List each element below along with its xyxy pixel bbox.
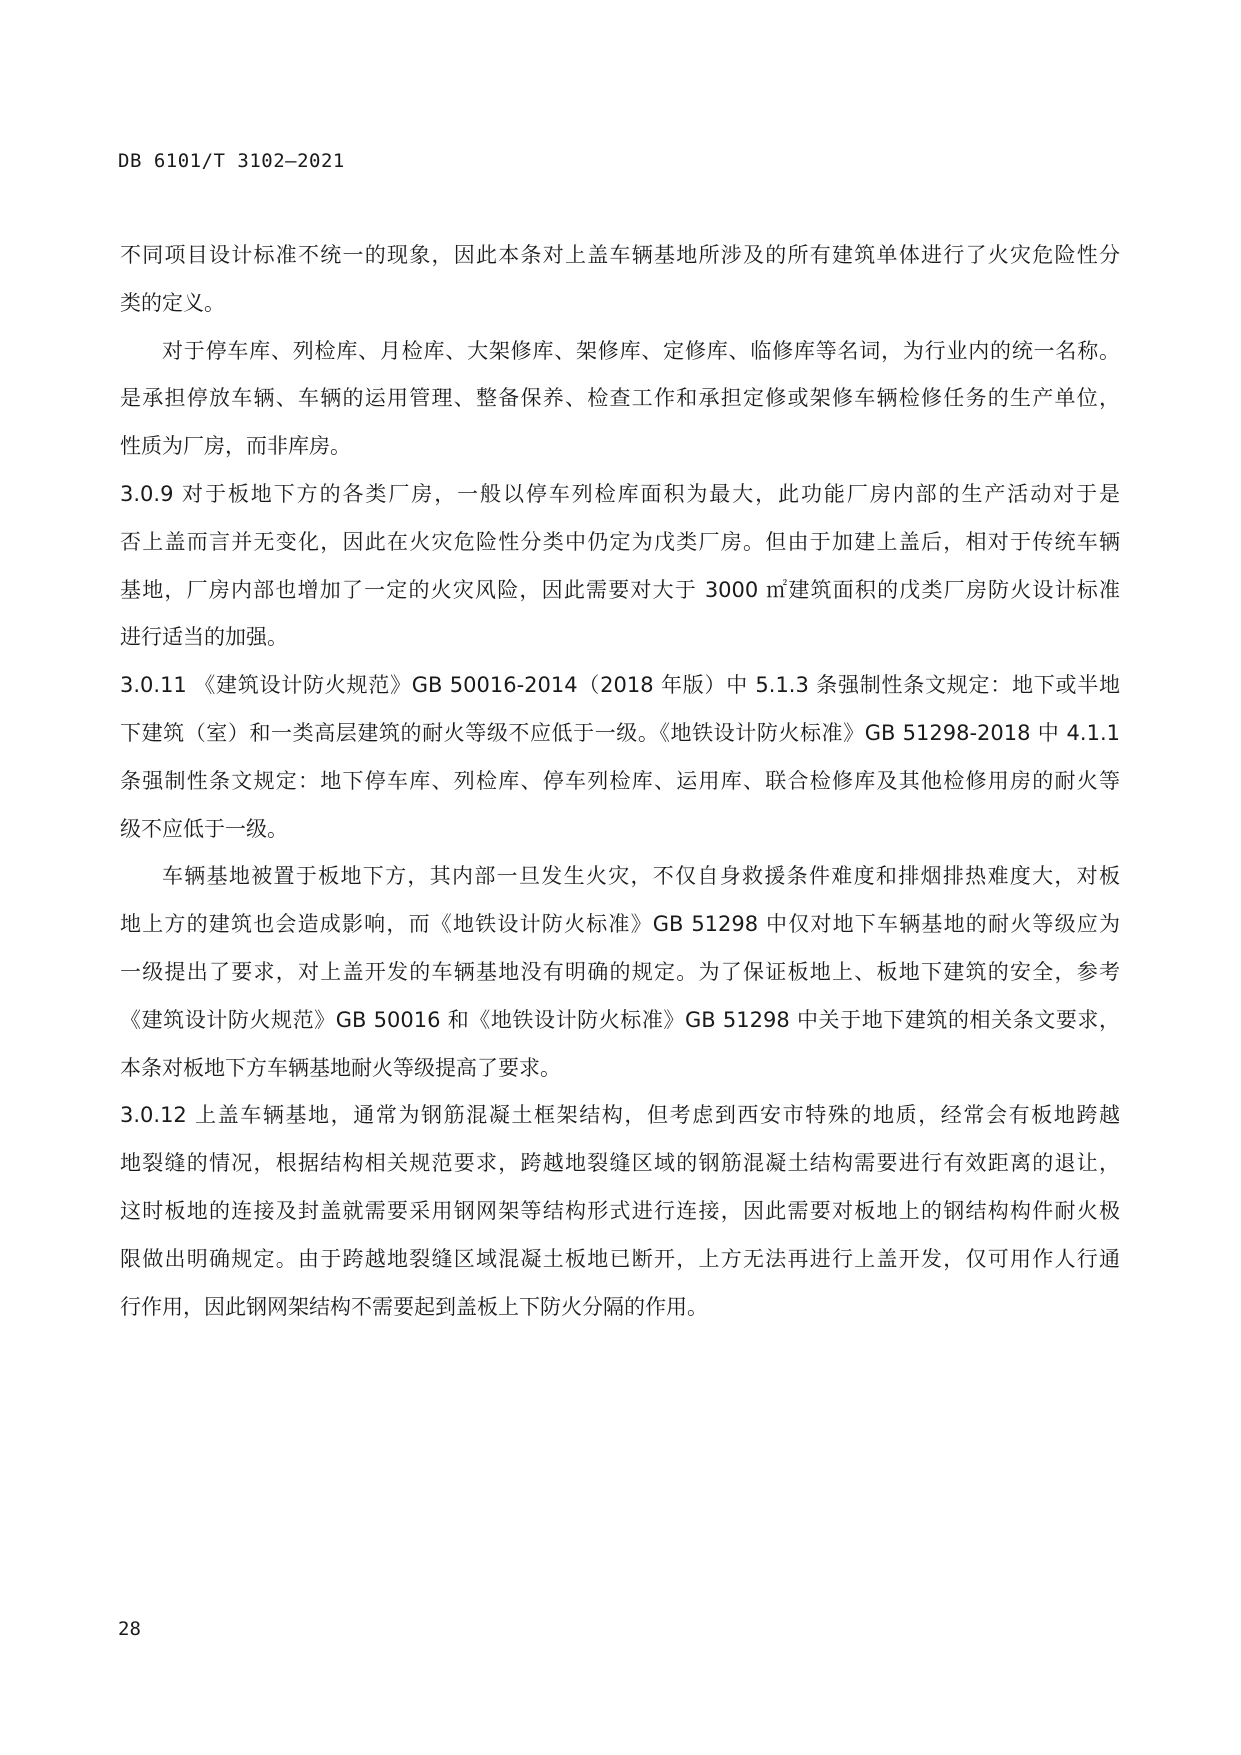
text-line: 《建筑设计防火规范》GB 50016 和《地铁设计防火标准》GB 51298 中关于地下建筑的相关条文要求， [120, 1007, 1120, 1032]
document-body [120, 232, 1120, 1331]
text-line: 进行适当的加强。 [120, 625, 288, 650]
text-line: 否上盖而言并无变化，因此在火灾危险性分类中仍定为戊类厂房。但由于加建上盖后，相对于传统车辆 [120, 529, 1120, 554]
text-line: 行作用，因此钢网架结构不需要起到盖板上下防火分隔的作用。 [120, 1294, 708, 1319]
text-line: 不同项目设计标准不统一的现象，因此本条对上盖车辆基地所涉及的所有建筑单体进行了火灾危险性分 [120, 243, 1120, 267]
text-line: 地裂缝的情况，根据结构相关规范要求，跨越地裂缝区域的钢筋混凝土结构需要进行有效距离的退让， [120, 1151, 1120, 1176]
document-header: DB 6101/T 3102—2021 [118, 150, 345, 172]
text-line: 对于停车库、列检库、月检库、大架修库、架修库、定修库、临修库等名词，为行业内的统一名称。 [162, 338, 1120, 363]
text-line: 车辆基地被置于板地下方，其内部一旦发生火灾，不仅自身救援条件难度和排烟排热难度大，对板 [162, 864, 1120, 889]
text-line: 3.0.11 《建筑设计防火规范》GB 50016-2014（2018 年版）中 5.1.3 条强制性条文规定：地下或半地 [120, 673, 1120, 698]
text-line: 3.0.9 对于板地下方的各类厂房，一般以停车列检库面积为最大，此功能厂房内部的生产活动对于是 [120, 481, 1120, 506]
text-line: 下建筑（室）和一类高层建筑的耐火等级不应低于一级。《地铁设计防火标准》GB 51298-2018 中 4.1.1 [120, 720, 1120, 745]
text-line: 基地，厂房内部也增加了一定的火灾风险，因此需要对大于 3000 ㎡建筑面积的戊类厂房防火设计标准 [120, 577, 1120, 602]
page-number: 28 [118, 1618, 141, 1640]
text-line: 级不应低于一级。 [120, 816, 288, 841]
text-line: 地上方的建筑也会造成影响，而《地铁设计防火标准》GB 51298 中仅对地下车辆基地的耐火等级应为 [120, 912, 1120, 937]
text-line: 限做出明确规定。由于跨越地裂缝区域混凝土板地已断开，上方无法再进行上盖开发，仅可用作人行通 [120, 1246, 1120, 1271]
text-line: 一级提出了要求，对上盖开发的车辆基地没有明确的规定。为了保证板地上、板地下建筑的安全，参考 [120, 959, 1120, 984]
text-line: 本条对板地下方车辆基地耐火等级提高了要求。 [120, 1055, 561, 1080]
text-line: 条强制性条文规定：地下停车库、列检库、停车列检库、运用库、联合检修库及其他检修用房的耐火等 [120, 768, 1120, 793]
text-line: 3.0.12 上盖车辆基地，通常为钢筋混凝土框架结构，但考虑到西安市特殊的地质，经常会有板地跨越 [120, 1103, 1120, 1128]
text-line: 这时板地的连接及封盖就需要采用钢网架等结构形式进行连接，因此需要对板地上的钢结构构件耐火极 [120, 1198, 1120, 1223]
text-line: 类的定义。 [120, 290, 225, 315]
text-line: 性质为厂房，而非库房。 [120, 434, 351, 459]
text-line: 是承担停放车辆、车辆的运用管理、整备保养、检查工作和承担定修或架修车辆检修任务的生产单位， [120, 386, 1120, 411]
